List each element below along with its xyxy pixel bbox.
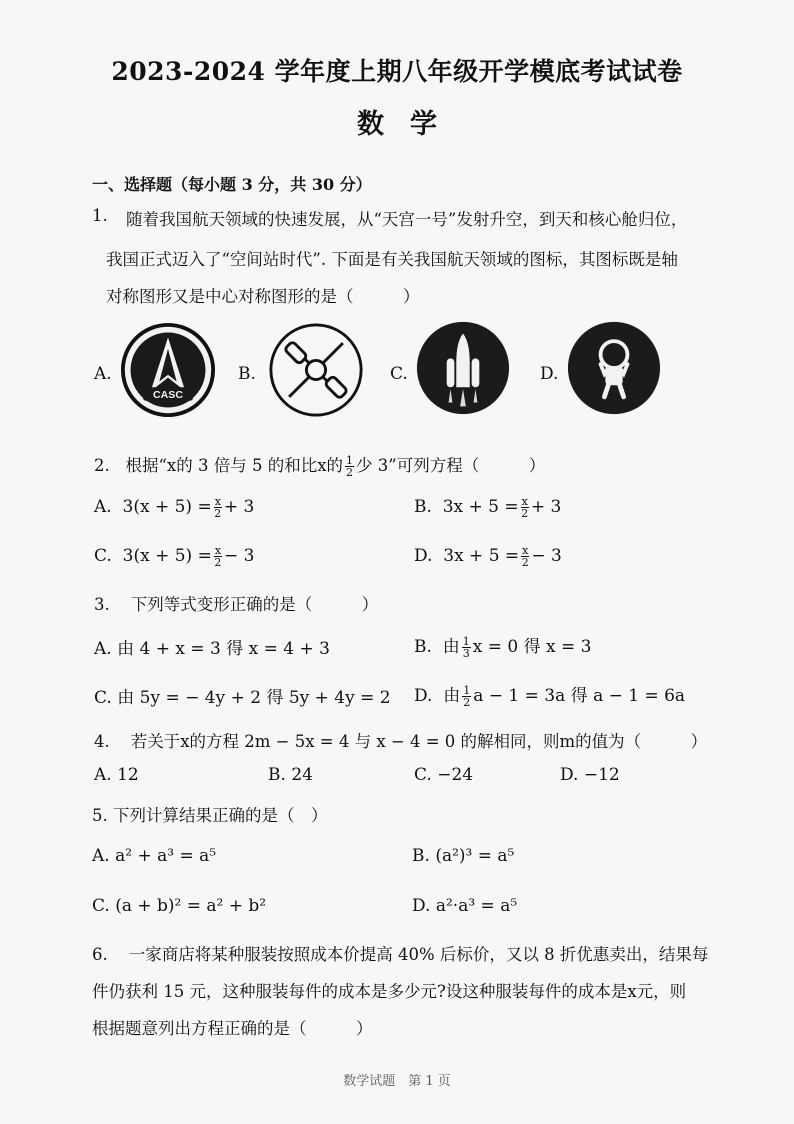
question-text: 件仍获利 15 元，这种服装每件的成本是多少元?设这种服装每件的成本是x元，则 — [92, 982, 687, 1001]
option-d: D. a²·a³ = a⁵ — [412, 896, 518, 916]
casc-logo-text: CASC — [153, 388, 183, 401]
rocket-icon — [415, 320, 511, 416]
option-a: A. 3(x + 5) = $\frac{x}{2}$ + 3 — [94, 495, 255, 520]
question-text: 我国正式迈入了“空间站时代”. 下面是有关我国航天领域的图标，其图标既是轴 — [106, 250, 678, 269]
option-d: D. 由 $\frac{1}{2}$ a − 1 = 3a 得 a − 1 = 6a — [414, 684, 686, 709]
question-number: 3. — [94, 595, 110, 614]
question-text: 下列等式变形正确的是（ ） — [130, 595, 379, 614]
question-number: 1. — [92, 206, 108, 225]
question-number: 5. — [92, 806, 108, 825]
question-text: 少 3”可列方程（ ） — [356, 456, 546, 475]
option-b: B. (a²)³ = a⁵ — [412, 846, 515, 866]
question-number: 4. — [94, 732, 110, 751]
option-label: C. — [390, 364, 408, 384]
question-text: 根据“x的 3 倍与 5 的和比x的 — [125, 456, 344, 475]
option-a: A. 由 4 + x = 3 得 x = 4 + 3 — [94, 639, 330, 659]
option-b: B. 由 $\frac{1}{3}$ x = 0 得 x = 3 — [414, 635, 592, 660]
option-b: B. 3x + 5 = $\frac{x}{2}$ + 3 — [414, 495, 562, 520]
option-d: D. −12 — [560, 765, 620, 785]
question-text: 随着我国航天领域的快速发展，从“天宫一号”发射升空，到天和核心舱归位， — [126, 210, 688, 229]
option-a: A. 12 — [94, 765, 139, 785]
option-label: B. — [238, 364, 256, 384]
option-label: D. — [540, 364, 559, 384]
question-text: 一家商店将某种服装按照成本价提高 40% 后标价，又以 8 折优惠卖出，结果每 — [128, 945, 709, 964]
option-c: C. −24 — [414, 765, 474, 785]
option-a: A. a² + a³ = a⁵ — [92, 846, 217, 866]
fraction: $\frac{1}{2}$ — [346, 454, 354, 479]
option-c: C. 3(x + 5) = $\frac{x}{2}$ − 3 — [94, 544, 255, 569]
question-text: 对称图形又是中心对称图形的是（ ） — [106, 287, 420, 306]
exam-subject: 数学 — [357, 109, 463, 140]
satellite-icon — [268, 322, 364, 418]
option-d: D. 3x + 5 = $\frac{x}{2}$ − 3 — [414, 544, 562, 569]
exam-title: 2023-2024 学年度上期八年级开学模底考试试卷 — [111, 57, 683, 86]
option-c: C. (a + b)² = a² + b² — [92, 896, 267, 916]
option-c: C. 由 5y = − 4y + 2 得 5y + 4y = 2 — [94, 688, 391, 708]
casc-logo-icon — [120, 322, 216, 418]
section-heading: 一、选择题（每小题 3 分，共 30 分） — [92, 175, 372, 194]
question-text: 根据题意列出方程正确的是（ ） — [92, 1019, 373, 1038]
question-number: 6. — [92, 945, 108, 964]
question-text: 若关于x的方程 2m − 5x = 4 与 x − 4 = 0 的解相同，则m的值为（ ） — [130, 732, 708, 751]
question-number: 2. — [94, 456, 110, 475]
question-text: 下列计算结果正确的是（ ） — [113, 806, 328, 825]
option-b: B. 24 — [268, 765, 313, 785]
option-label: A. — [94, 364, 112, 384]
astronaut-icon — [566, 320, 662, 416]
page-footer: 数学试题 第 1 页 — [343, 1074, 451, 1089]
